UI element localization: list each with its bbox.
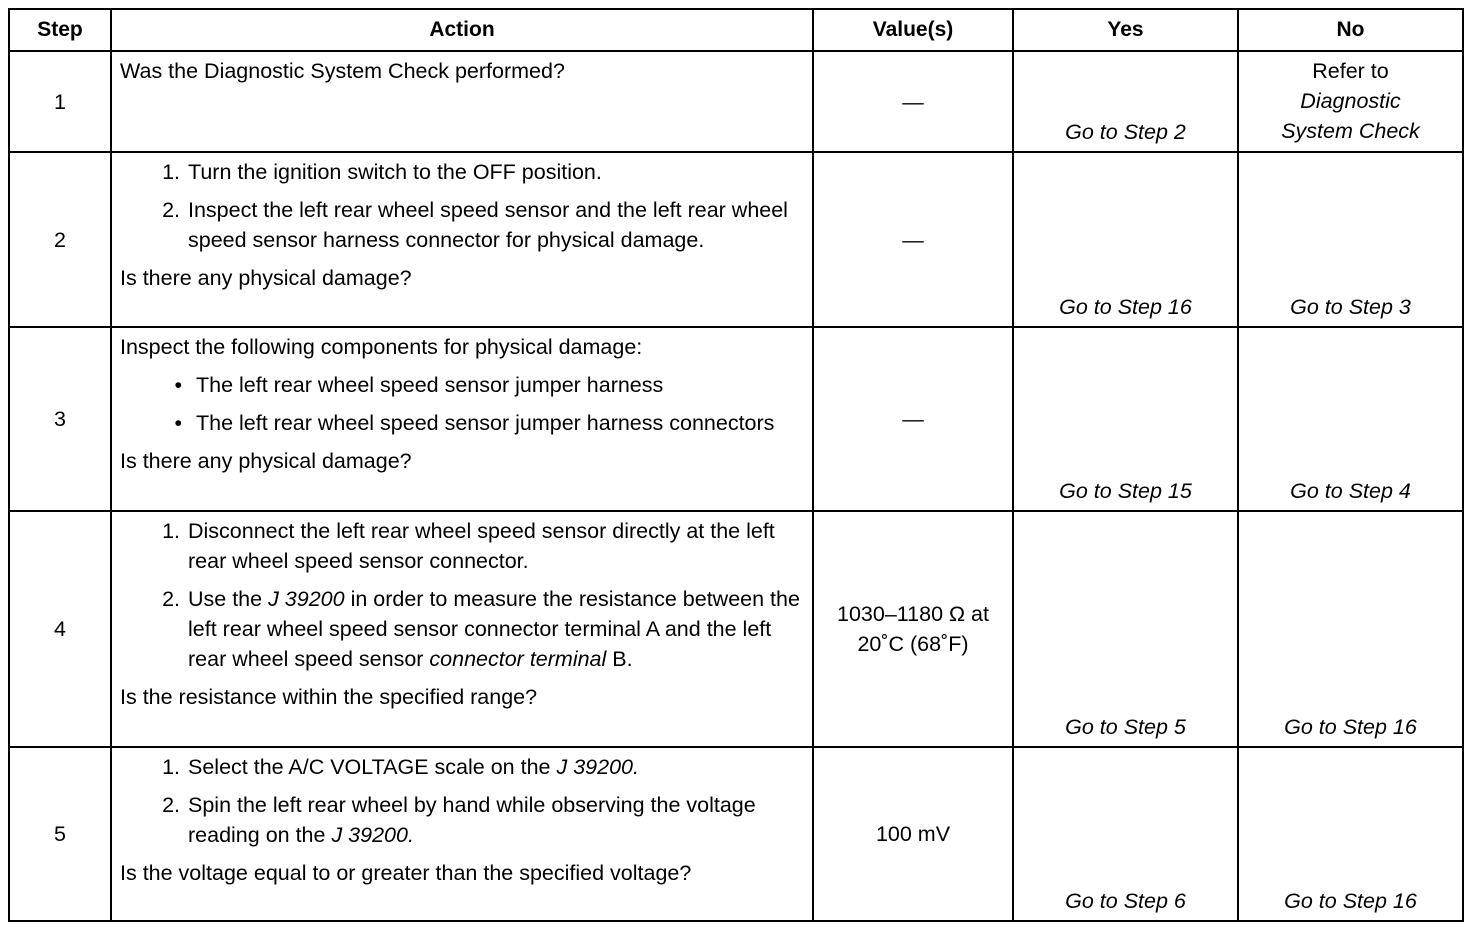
value-dash: — — [902, 89, 924, 114]
value-cell: 100 mV — [813, 747, 1013, 921]
text-run: connector terminal — [429, 647, 607, 671]
yes-cell: Go to Step 15 — [1013, 327, 1238, 511]
text-run: Select the A/C VOLTAGE scale on the — [188, 755, 557, 779]
no-cell: Go to Step 16 — [1238, 511, 1463, 747]
yes-cell: Go to Step 16 — [1013, 152, 1238, 327]
no-line: Diagnostic — [1300, 89, 1401, 113]
table-row — [9, 327, 1463, 511]
yes-cell: Go to Step 5 — [1013, 511, 1238, 747]
header-step: Step — [9, 9, 111, 51]
action-cell — [111, 152, 813, 327]
header-values: Value(s) — [813, 9, 1013, 51]
item-number: 1. — [162, 755, 180, 779]
tool-name: J 39200 — [268, 587, 345, 611]
no-cell: Go to Step 3 — [1238, 152, 1463, 327]
no-cell: Go to Step 16 — [1238, 747, 1463, 921]
text-run: in order to measure the resistance between the left rear wheel speed sensor connector terminal A and the left rear wheel speed sensor — [188, 587, 800, 671]
yes-cell: Go to Step 2 — [1013, 51, 1238, 152]
table-row — [9, 511, 1463, 747]
list-item — [120, 157, 802, 187]
header-action: Action — [111, 9, 813, 51]
table-row — [9, 747, 1463, 921]
item-number: 2. — [162, 587, 180, 611]
item-number: 2. — [162, 793, 180, 817]
header-yes: Yes — [1013, 9, 1238, 51]
item-text — [188, 790, 802, 850]
item-number: 1. — [162, 160, 180, 184]
value-cell: — — [813, 327, 1013, 511]
list-item — [120, 790, 802, 850]
step-number: 5 — [9, 747, 111, 921]
list-item — [120, 370, 802, 400]
action-cell — [111, 747, 813, 921]
item-number: 1. — [162, 519, 180, 543]
list-item — [120, 195, 802, 255]
no-cell: Go to Step 4 — [1238, 327, 1463, 511]
item-text — [188, 752, 802, 782]
header-no: No — [1238, 9, 1463, 51]
item-text: Turn the ignition switch to the OFF position. — [188, 160, 602, 184]
item-text: The left rear wheel speed sensor jumper harness connectors — [196, 411, 775, 435]
no-line: System Check — [1281, 119, 1420, 143]
no-cell — [1238, 51, 1463, 152]
list-item — [120, 752, 802, 782]
diagnostic-table — [8, 8, 1464, 922]
tool-name: J 39200. — [331, 823, 414, 847]
item-number: 2. — [162, 198, 180, 222]
item-text: The left rear wheel speed sensor jumper harness — [196, 373, 664, 397]
no-line: Refer to — [1312, 59, 1389, 83]
table-row — [9, 51, 1463, 152]
bullet: • — [174, 411, 182, 435]
action-question: Is there any physical damage? — [120, 449, 412, 473]
action-cell — [111, 511, 813, 747]
text-run: B. — [606, 647, 633, 671]
text-run: Use the — [188, 587, 269, 611]
step-number: 4 — [9, 511, 111, 747]
action-cell — [111, 51, 813, 152]
action-question: Is there any physical damage? — [120, 266, 412, 290]
value-cell — [813, 511, 1013, 747]
step-number: 3 — [9, 327, 111, 511]
tool-name: J 39200. — [556, 755, 639, 779]
step-number: 1 — [9, 51, 111, 152]
item-text: Inspect the left rear wheel speed sensor and the left rear wheel speed sensor harness connector for physical damage. — [188, 198, 788, 252]
table-row — [9, 152, 1463, 327]
list-item — [120, 584, 802, 674]
header-row — [9, 9, 1463, 51]
yes-cell: Go to Step 6 — [1013, 747, 1238, 921]
action-cell — [111, 327, 813, 511]
action-question: Is the resistance within the specified range? — [120, 685, 538, 709]
list-item — [120, 408, 802, 438]
item-text: Disconnect the left rear wheel speed sensor directly at the left rear wheel speed sensor connector. — [188, 519, 775, 573]
action-question: Is the voltage equal to or greater than the specified voltage? — [120, 861, 692, 885]
value-line: 1030–1180 Ω at — [837, 602, 989, 626]
value-cell: — — [813, 152, 1013, 327]
action-question: Was the Diagnostic System Check performed? — [120, 59, 565, 83]
text-run: Spin the left rear wheel by hand while observing the voltage reading on the — [188, 793, 756, 847]
value-line: 20˚C (68˚F) — [857, 632, 969, 656]
value-cell — [813, 51, 1013, 152]
list-item — [120, 516, 802, 576]
step-number: 2 — [9, 152, 111, 327]
action-intro: Inspect the following components for physical damage: — [120, 335, 643, 359]
item-text — [188, 584, 802, 674]
bullet: • — [174, 373, 182, 397]
